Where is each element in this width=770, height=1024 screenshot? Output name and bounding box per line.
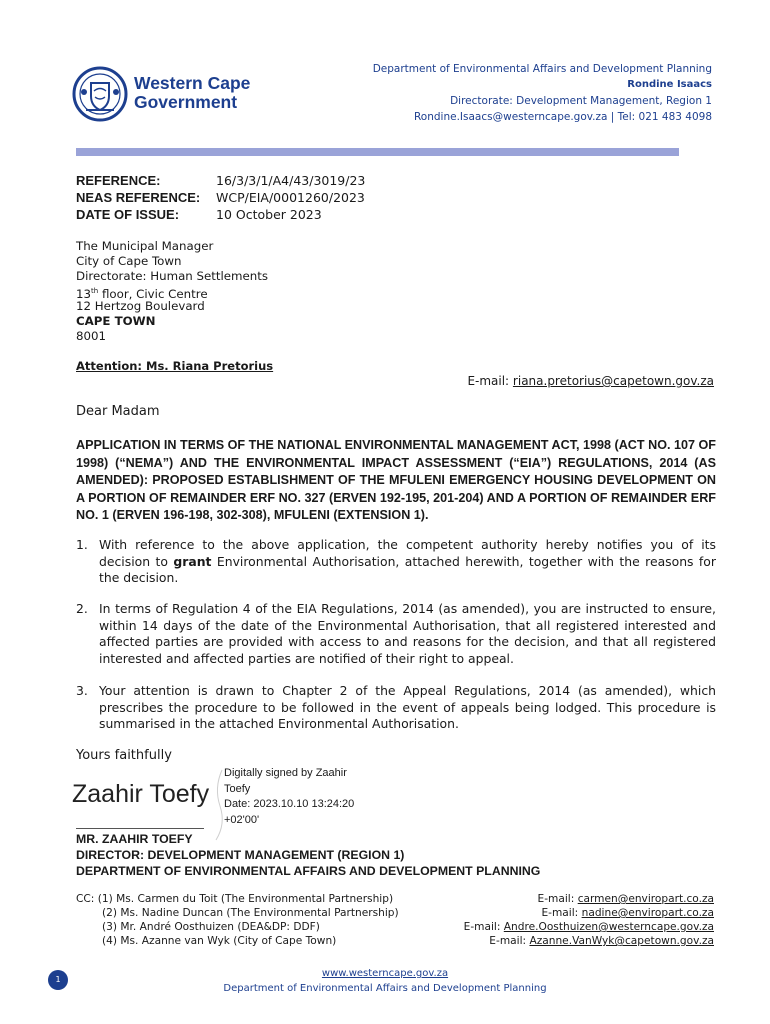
cc-recipient: (3) Mr. André Oosthuizen (DEA&DP: DDF) [102, 921, 320, 933]
header-contact: Rondine.Isaacs@westerncape.gov.za | Tel: 021 483 4098 [413, 111, 712, 123]
paragraph-text-start: With reference to the above application, the competent authority hereby notifies you of its decision to [99, 537, 716, 569]
logo-wordmark [134, 74, 250, 112]
date-of-issue-value: 10 October 2023 [216, 207, 322, 222]
paragraph-text-end: Environmental Authorisation, attached herewith, together with the reasons for the decision. [99, 553, 716, 585]
header-rule [76, 148, 679, 156]
neas-reference-value: WCP/EIA/0001260/2023 [216, 190, 365, 205]
cc-email-label: E-mail: [489, 935, 530, 947]
cc-email [538, 893, 714, 905]
cc-email-link[interactable]: nadine@enviropart.co.za [581, 907, 714, 919]
recipient-email-link[interactable]: riana.pretorius@capetown.gov.za [512, 374, 714, 388]
footer-website-link[interactable]: www.westerncape.gov.za [321, 968, 449, 979]
address-line: City of Cape Town [76, 254, 182, 268]
logo-line-2: Government [134, 92, 238, 112]
paragraph-number: 3. [76, 683, 88, 698]
paragraph-number: 1. [76, 537, 88, 552]
cc-email-link[interactable]: Azanne.VanWyk@capetown.gov.za [529, 935, 714, 947]
reference-label: REFERENCE: [76, 173, 161, 188]
date-of-issue-label: DATE OF ISSUE: [76, 207, 180, 222]
coat-of-arms-icon [72, 66, 128, 122]
cc-email-link[interactable]: carmen@enviropart.co.za [577, 893, 714, 905]
neas-reference-label: NEAS REFERENCE: [76, 190, 201, 205]
signatory-title: DIRECTOR: DEVELOPMENT MANAGEMENT (REGION 1) [76, 848, 405, 862]
cc-recipient: (4) Ms. Azanne van Wyk (City of Cape Town) [102, 935, 337, 947]
cc-email-label: E-mail: [463, 921, 504, 933]
cc-email-label: E-mail: [537, 893, 578, 905]
paragraph-number: 2. [76, 601, 88, 616]
cc-recipient: (2) Ms. Nadine Duncan (The Environmental Partnership) [102, 907, 399, 919]
paragraph-emphasis: grant [173, 553, 212, 569]
western-cape-government-logo [72, 66, 262, 122]
cc-email [541, 907, 714, 919]
footer-department: Department of Environmental Affairs and Development Planning [223, 983, 547, 994]
numbered-paragraph [76, 537, 716, 587]
address-floor-suffix: th [91, 287, 99, 295]
cc-email-label: E-mail: [541, 907, 582, 919]
numbered-paragraph [76, 601, 716, 667]
signatory-department: DEPARTMENT OF ENVIRONMENTAL AFFAIRS AND DEVELOPMENT PLANNING [76, 864, 541, 878]
cc-email [464, 921, 714, 933]
attention-line: Attention: Ms. Riana Pretorius [76, 359, 274, 373]
salutation: Dear Madam [76, 404, 160, 419]
paragraph-text: In terms of Regulation 4 of the EIA Regulations, 2014 (as amended), you are instructed to ensure, within 14 days of the date of the Environmental Authorisation, that all registered interested and affected parties are provided with access to and reasons for the decision, and that all registered interested and affected parties are notified of their right to appeal. [99, 601, 716, 666]
signatory-name: MR. ZAAHIR TOEFY [76, 832, 193, 846]
recipient-email [467, 374, 714, 388]
header-department: Department of Environmental Affairs and Development Planning [372, 63, 712, 75]
signature-meta-line: +02'00' [224, 813, 260, 826]
address-floor-rest: floor, Civic Centre [98, 286, 208, 301]
page-number-badge: 1 [48, 970, 68, 990]
cc-email-link[interactable]: Andre.Oosthuizen@westerncape.gov.za [503, 921, 714, 933]
address-city: CAPE TOWN [76, 314, 156, 328]
address-floor-number: 13 [76, 286, 92, 301]
digital-signature-details[interactable] [224, 766, 374, 828]
numbered-paragraph [76, 683, 716, 733]
address-postal-code: 8001 [76, 329, 107, 343]
signature-meta-line: Date: 2023.10.10 13:24:20 [224, 798, 355, 810]
logo-line-1: Western Cape [134, 73, 251, 93]
cc-email [489, 935, 714, 947]
signature-meta-line: Digitally signed by Zaahir [224, 767, 347, 779]
paragraph-text [99, 537, 716, 587]
address-line: Directorate: Human Settlements [76, 269, 269, 283]
paragraph-text: Your attention is drawn to Chapter 2 of the Appeal Regulations, 2014 (as amended), which prescribes the procedure to be followed in the event of appeals being lodged. This procedure is summarised in the attached Environmental Authorisation. [99, 683, 716, 731]
closing: Yours faithfully [76, 748, 172, 763]
header-directorate: Directorate: Development Management, Region 1 [450, 95, 712, 107]
address-line: The Municipal Manager [76, 239, 214, 253]
cc-recipient: CC: (1) Ms. Carmen du Toit (The Environmental Partnership) [76, 893, 394, 905]
email-label: E-mail: [467, 374, 513, 388]
subject-heading: APPLICATION IN TERMS OF THE NATIONAL ENVIRONMENTAL MANAGEMENT ACT, 1998 (ACT NO. 107 OF 1998) (“NEMA”) AND THE ENVIRONMENTAL IMPACT ASSESSMENT (“EIA”) REGULATIONS, 2014 (AS AMENDED): PROPOSED ESTABLISHMENT OF THE MFULENI EMERGENCY HOUSING DEVELOPMENT ON A PORTION OF REMAINDER ERF NO. 327 (ERVEN 192-195, 201-204) AND A PORTION OF REMAINDER ERF NO. 1 (ERVEN 196-198, 302-308), MFULENI (EXTENSION 1). [76, 438, 716, 522]
signature-line [76, 828, 204, 829]
header-official: Rondine Isaacs [627, 79, 712, 90]
signature-name: Zaahir Toefy [72, 780, 210, 808]
reference-value: 16/3/3/1/A4/43/3019/23 [216, 173, 366, 188]
address-line: 12 Hertzog Boulevard [76, 299, 205, 313]
signature-meta-line: Toefy [224, 782, 251, 795]
